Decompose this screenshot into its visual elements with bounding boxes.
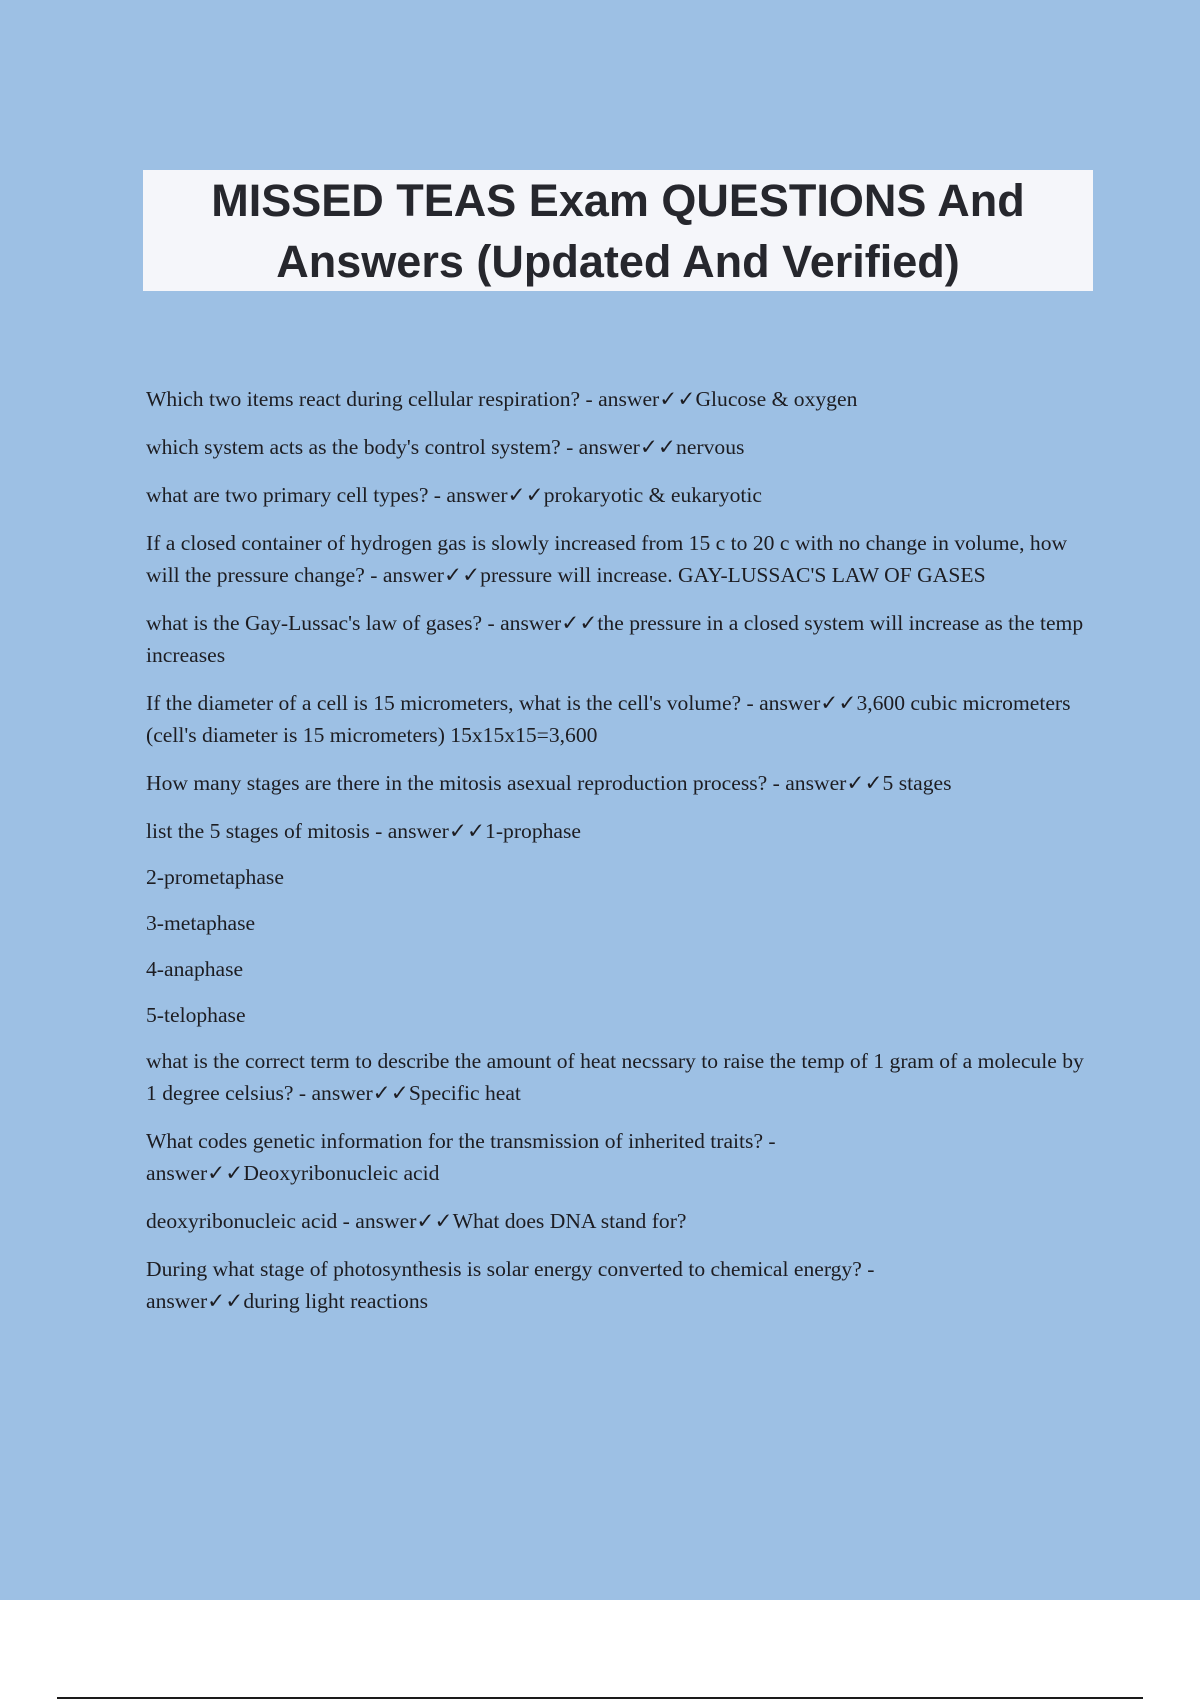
page-title: MISSED TEAS Exam QUESTIONS And Answers (Updated And Verified) bbox=[211, 174, 1025, 287]
qa-item: How many stages are there in the mitosis asexual reproduction process? - answer✓✓5 stages bbox=[146, 771, 952, 795]
qa-item: If a closed container of hydrogen gas is slowly increased from 15 c to 20 c with no change in volume, how will the pressure change? - answer✓✓pressure will increase. GAY-LUSSAC'S LAW OF GASES bbox=[146, 531, 1068, 587]
bottom-divider bbox=[57, 1697, 1143, 1699]
mitosis-stage-item: 5-telophase bbox=[146, 1003, 246, 1027]
qa-list bbox=[146, 383, 1086, 1333]
qa-item: what is the Gay-Lussac's law of gases? - answer✓✓the pressure in a closed system will increase as the temp increases bbox=[146, 611, 1084, 667]
qa-item: list the 5 stages of mitosis - answer✓✓1-prophase bbox=[146, 819, 581, 843]
qa-item: Which two items react during cellular respiration? - answer✓✓Glucose & oxygen bbox=[146, 387, 858, 411]
qa-item: What codes genetic information for the transmission of inherited traits? - answer✓✓Deoxyribonucleic acid bbox=[146, 1129, 776, 1185]
qa-item: During what stage of photosynthesis is solar energy converted to chemical energy? - answer✓✓during light reactions bbox=[146, 1257, 875, 1313]
qa-item: what is the correct term to describe the amount of heat necssary to raise the temp of 1 gram of a molecule by 1 degree celsius? - answer✓✓Specific heat bbox=[146, 1049, 1084, 1105]
qa-item: what are two primary cell types? - answer✓✓prokaryotic & eukaryotic bbox=[146, 483, 762, 507]
qa-item: which system acts as the body's control system? - answer✓✓nervous bbox=[146, 435, 745, 459]
qa-item: deoxyribonucleic acid - answer✓✓What does DNA stand for? bbox=[146, 1209, 687, 1233]
qa-item: If the diameter of a cell is 15 micrometers, what is the cell's volume? - answer✓✓3,600 cubic micrometers (cell's diameter is 15 micrometers) 15x15x15=3,600 bbox=[146, 691, 1071, 747]
mitosis-stage-item: 3-metaphase bbox=[146, 911, 256, 935]
mitosis-stage-item: 4-anaphase bbox=[146, 957, 244, 981]
mitosis-stage-item: 2-prometaphase bbox=[146, 865, 284, 889]
title-banner bbox=[143, 170, 1093, 291]
